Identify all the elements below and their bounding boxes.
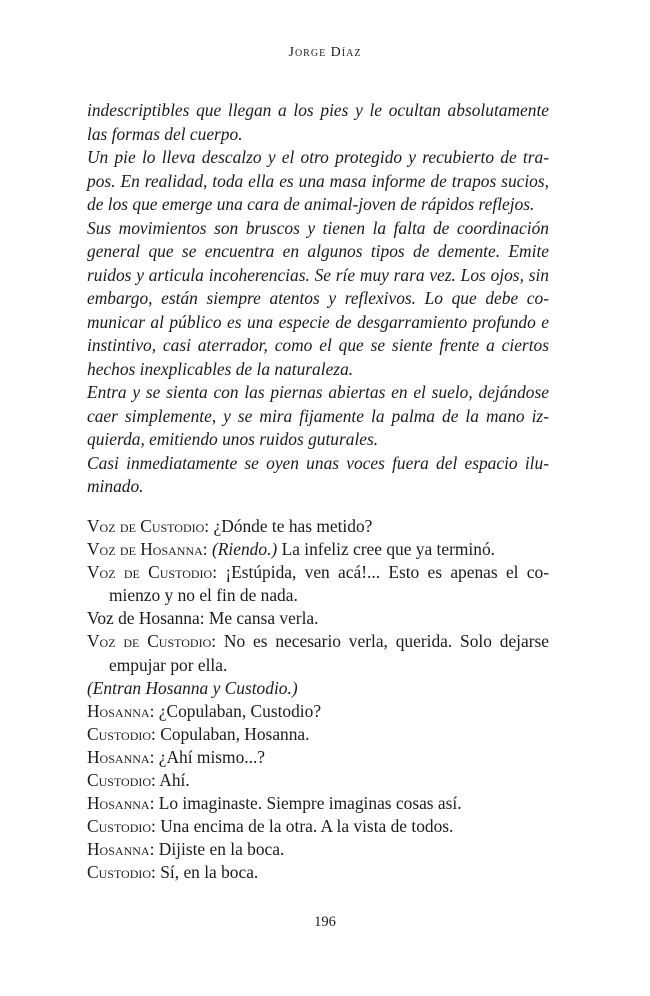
line-text: Me cansa verla. <box>208 608 319 629</box>
line-text: Sí, en la boca. <box>160 862 259 883</box>
dialogue-line <box>87 861 549 884</box>
speaker-name: Custodio: <box>87 816 156 837</box>
line-text: No es necesario verla, querida. Solo dejarse empujar por ella. <box>109 631 550 675</box>
line-text: ¡Estúpida, ven acá!... Esto es apenas el comienzo y no el fin de nada. <box>109 562 550 606</box>
speaker-name: Voz de Custodio: <box>87 516 210 536</box>
speaker-name: Voz de Custodio: <box>87 631 217 652</box>
speaker-name: Custodio: <box>87 770 156 791</box>
dialogue-line <box>87 792 549 815</box>
line-text: Una encima de la otra. A la vista de todos. <box>160 816 454 837</box>
dialogue-line <box>87 815 549 838</box>
dialogue-line <box>87 561 549 607</box>
speaker-name: Hosanna: <box>87 700 155 721</box>
line-text: Copulaban, Hosanna. <box>160 723 310 744</box>
line-text: Dijiste en la boca. <box>158 839 285 860</box>
speaker-name: Custodio: <box>87 723 156 744</box>
stage-direction-line: (Entran Hosanna y Custodio.) <box>87 677 298 698</box>
stage-directions <box>87 99 549 499</box>
stage-direction-paragraph: Un pie lo lleva descalzo y el otro protegido y recubierto de trapos. En realidad, toda ella es una masa informe de trapos sucios, de los que emerge una cara de animal-joven de rápidos reflejos. <box>87 147 549 214</box>
stage-direction-paragraph: Casi inmediatamente se oyen unas voces fuera del espacio iluminado. <box>87 452 549 496</box>
speaker-name: Voz de Custodio: <box>87 562 218 583</box>
line-text: ¿Copulaban, Custodio? <box>158 700 322 721</box>
line-text: La infeliz cree que ya terminó. <box>281 539 495 560</box>
speaker-name: Hosanna: <box>87 839 155 860</box>
dialogue-line <box>87 746 549 769</box>
speaker-name: Voz de Hosanna: <box>87 539 208 560</box>
line-text: Ahí. <box>159 770 190 791</box>
speaker-name: Voz de Hosanna: <box>87 608 205 629</box>
dialogue-line <box>87 630 549 676</box>
dialogue-line <box>87 700 549 723</box>
dialogue-direction <box>87 677 549 700</box>
dialogue-line <box>87 838 549 861</box>
inline-direction: (Riendo.) <box>212 539 278 560</box>
dialogue-line <box>87 515 549 538</box>
dialogue-line <box>87 723 549 746</box>
line-text: ¿Dónde te has metido? <box>213 516 373 536</box>
line-text: ¿Ahí mismo...? <box>158 746 266 767</box>
speaker-name: Custodio: <box>87 862 156 883</box>
dialogue-line <box>87 607 549 630</box>
stage-direction-paragraph: Sus movimientos son bruscos y tienen la falta de coordinación general que se encuentra en algunos tipos de demente. Emite ruidos y articula incoherencias. Se ríe muy rara vez. Los ojos, sin embargo, están siempre atentos y reflexivos. Lo que debe comunicar al público es una especie de desgarramiento profundo e instintivo, casi aterrador, como el que se siente frente a ciertos hechos inexplicables de la naturaleza. <box>87 217 549 379</box>
running-head: Jorge Díaz <box>288 45 362 60</box>
stage-direction-paragraph: indescriptibles que llegan a los pies y le ocultan absolutamente las formas del cuerpo. <box>87 100 549 144</box>
stage-direction-paragraph: Entra y se sienta con las piernas abiertas en el suelo, dejándose caer simplemente, y se mira fijamente la palma de la mano izquierda, emitiendo unos ruidos guturales. <box>87 382 549 449</box>
dialogue <box>87 515 549 885</box>
speaker-name: Hosanna: <box>87 746 155 767</box>
speaker-name: Hosanna: <box>87 793 155 814</box>
dialogue-line <box>87 769 549 792</box>
page-number: 196 <box>314 914 336 930</box>
line-text: Lo imaginaste. Siempre imaginas cosas así. <box>158 793 462 814</box>
dialogue-line <box>87 538 549 561</box>
